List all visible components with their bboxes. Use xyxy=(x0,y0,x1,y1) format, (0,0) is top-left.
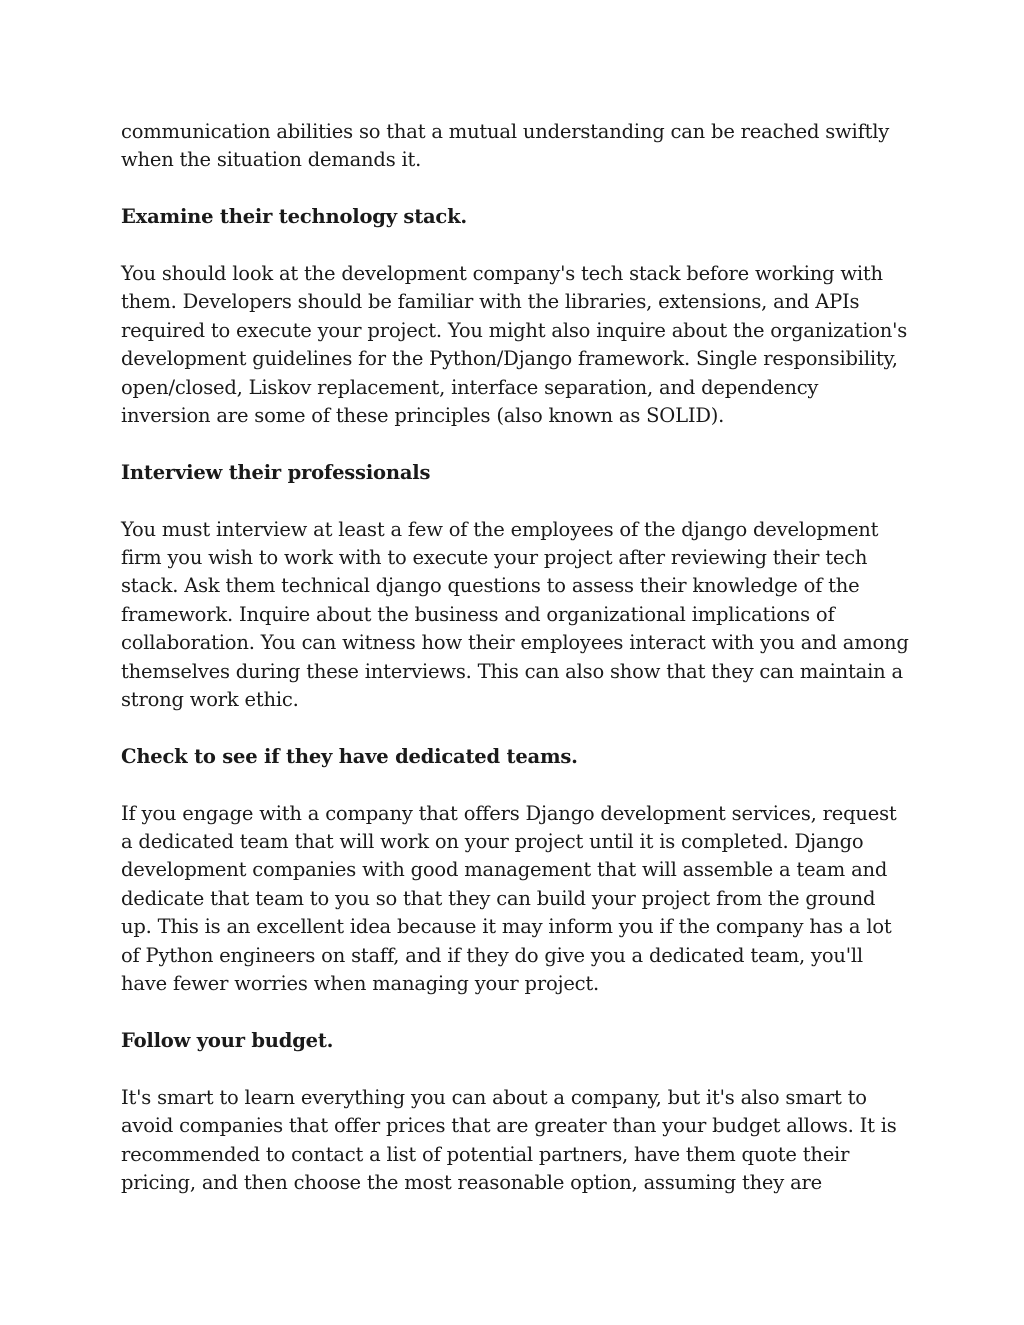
paragraph-communication: communication abilities so that a mutual understanding can be reached swiftly when the situation demands it. xyxy=(121,120,890,172)
paragraph-interview: You must interview at least a few of the employees of the django development firm you wish to work with to execute your project after reviewing their tech stack. Ask them technical django questions to assess their knowledge of the framework. Inquire about the business and organizational implications of collaboration. You can witness how their employees interact with you and among themselves during these interviews. This can also show that they can maintain a strong work ethic. xyxy=(121,517,909,712)
heading-interview-professionals: Interview their professionals xyxy=(121,460,431,484)
heading-technology-stack: Examine their technology stack. xyxy=(121,205,468,229)
paragraph-tech-stack: You should look at the development company's tech stack before working with them. Developers should be familiar with the libraries, extensions, and APIs required to execute your project. You might also inquire about the organization's development guidelines for the Python/Django framework. Single responsibility, open/closed, Liskov replacement, interface separation, and dependency inversion are some of these principles (also known as SOLID). xyxy=(121,262,908,428)
heading-dedicated-teams: Check to see if they have dedicated teams. xyxy=(121,744,578,768)
document-page xyxy=(121,118,911,1226)
paragraph-budget: It's smart to learn everything you can about a company, but it's also smart to avoid companies that offer prices that are greater than your budget allows. It is recommended to contact a list of potential partners, have them quote their pricing, and then choose the most reasonable option, assuming they are xyxy=(121,1085,897,1194)
paragraph-dedicated-teams: If you engage with a company that offers Django development services, request a dedicated team that will work on your project until it is completed. Django development companies with good management that will assemble a team and dedicate that team to you so that they can build your project from the ground up. This is an excellent idea because it may inform you if the company has a lot of Python engineers on staff, and if they do give you a dedicated team, you'll have fewer worries when managing your project. xyxy=(121,801,897,996)
heading-follow-budget: Follow your budget. xyxy=(121,1028,334,1052)
